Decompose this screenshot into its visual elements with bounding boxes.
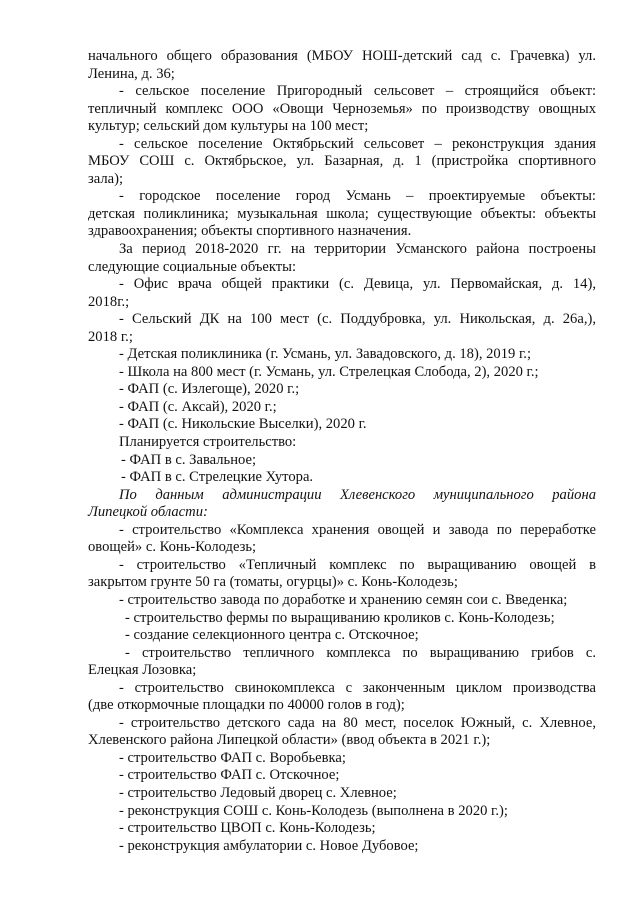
text-line: здравоохранения; объекты спортивного назначения. <box>88 223 412 240</box>
document-page <box>88 48 596 855</box>
text-line: Елецкая Лозовка; <box>88 662 197 679</box>
text-line: следующие социальные объекты: <box>88 258 297 275</box>
text-line: тепличный комплекс ООО «Овощи Черноземья» по производству овощных <box>88 100 596 117</box>
text-line: - строительство ФАП с. Отскочное; <box>119 767 340 784</box>
text-line: - ФАП (с. Излегоще), 2020 г.; <box>119 381 300 398</box>
text-line: - строительство Ледовый дворец с. Хлевное; <box>119 784 397 801</box>
text-line: МБОУ СОШ с. Октябрьское, ул. Базарная, д. 1 (пристройка спортивного <box>88 153 596 170</box>
text-line: - сельское поселение Пригородный сельсовет – строящийся объект: <box>119 83 596 100</box>
text-line: - ФАП в с. Завальное; <box>121 451 257 468</box>
text-line: закрытом грунте 50 га (томаты, огурцы)» с. Конь-Колодезь; <box>88 574 458 591</box>
text-line: - реконструкция СОШ с. Конь-Колодезь (выполнена в 2020 г.); <box>119 802 508 819</box>
text-line: - Офис врача общей практики (с. Девица, ул. Первомайская, д. 14), <box>119 276 596 293</box>
text-line: начального общего образования (МБОУ НОШ-детский сад с. Грачевка) ул. <box>88 48 596 64</box>
text-line: - Сельский ДК на 100 мест (с. Поддубровка, ул. Никольская, д. 26а,), <box>119 311 596 328</box>
text-line: - реконструкция амбулатории с. Новое Дубовое; <box>119 837 419 854</box>
text-line: - Детская поликлиника (г. Усмань, ул. Завадовского, д. 18), 2019 г.; <box>119 346 532 363</box>
text-line: - строительство «Комплекса хранения овощей и завода по переработке <box>119 521 596 538</box>
text-line: - строительство завода по доработке и хранению семян сои с. Введенка; <box>119 591 568 608</box>
text-line: - ФАП (с. Никольские Выселки), 2020 г. <box>119 416 367 433</box>
text-line: зала); <box>88 170 124 187</box>
text-line: По данным администрации Хлевенского муниципального района <box>119 486 596 503</box>
text-line: - городское поселение город Усмань – проектируемые объекты: <box>119 188 596 205</box>
text-line: Липецкой области: <box>88 504 208 521</box>
text-line: - строительство ФАП с. Воробьевка; <box>119 749 346 766</box>
text-line: культур; сельский дом культуры на 100 мест; <box>88 118 369 135</box>
text-line: За период 2018-2020 гг. на территории Усманского района построены <box>119 241 596 258</box>
text-line: - ФАП (с. Аксай), 2020 г.; <box>119 398 277 415</box>
text-line: - строительство ЦВОП с. Конь-Колодезь; <box>119 820 376 837</box>
text-line: - строительство тепличного комплекса по выращиванию грибов с. <box>125 644 596 661</box>
text-line: - ФАП в с. Стрелецкие Хутора. <box>121 469 314 486</box>
text-line: Ленина, д. 36; <box>88 65 175 82</box>
text-line: - создание селекционного центра с. Отскочное; <box>125 627 419 644</box>
text-line: - сельское поселение Октябрьский сельсовет – реконструкция здания <box>119 135 596 152</box>
text-line: Хлевенского района Липецкой области» (ввод объекта в 2021 г.); <box>88 732 491 749</box>
text-line: 2018 г.; <box>88 328 133 345</box>
text-line: - строительство «Тепличный комплекс по выращиванию овощей в <box>119 556 596 573</box>
text-line: - строительство фермы по выращиванию кроликов с. Конь-Колодезь; <box>125 609 555 626</box>
text-line: (две откормочные площадки по 40000 голов в год); <box>88 697 405 714</box>
text-line: - Школа на 800 мест (г. Усмань, ул. Стрелецкая Слобода, 2), 2020 г.; <box>119 363 539 380</box>
text-line: - строительство свинокомплекса с законченным циклом производства <box>119 679 596 696</box>
text-line: 2018г.; <box>88 293 130 310</box>
text-line: овощей» с. Конь-Колодезь; <box>88 539 257 556</box>
text-line: - строительство детского сада на 80 мест, поселок Южный, с. Хлевное, <box>119 714 596 731</box>
text-line: Планируется строительство: <box>119 434 297 451</box>
text-line: детская поликлиника; музыкальная школа; существующие объекты: объекты <box>88 205 596 222</box>
